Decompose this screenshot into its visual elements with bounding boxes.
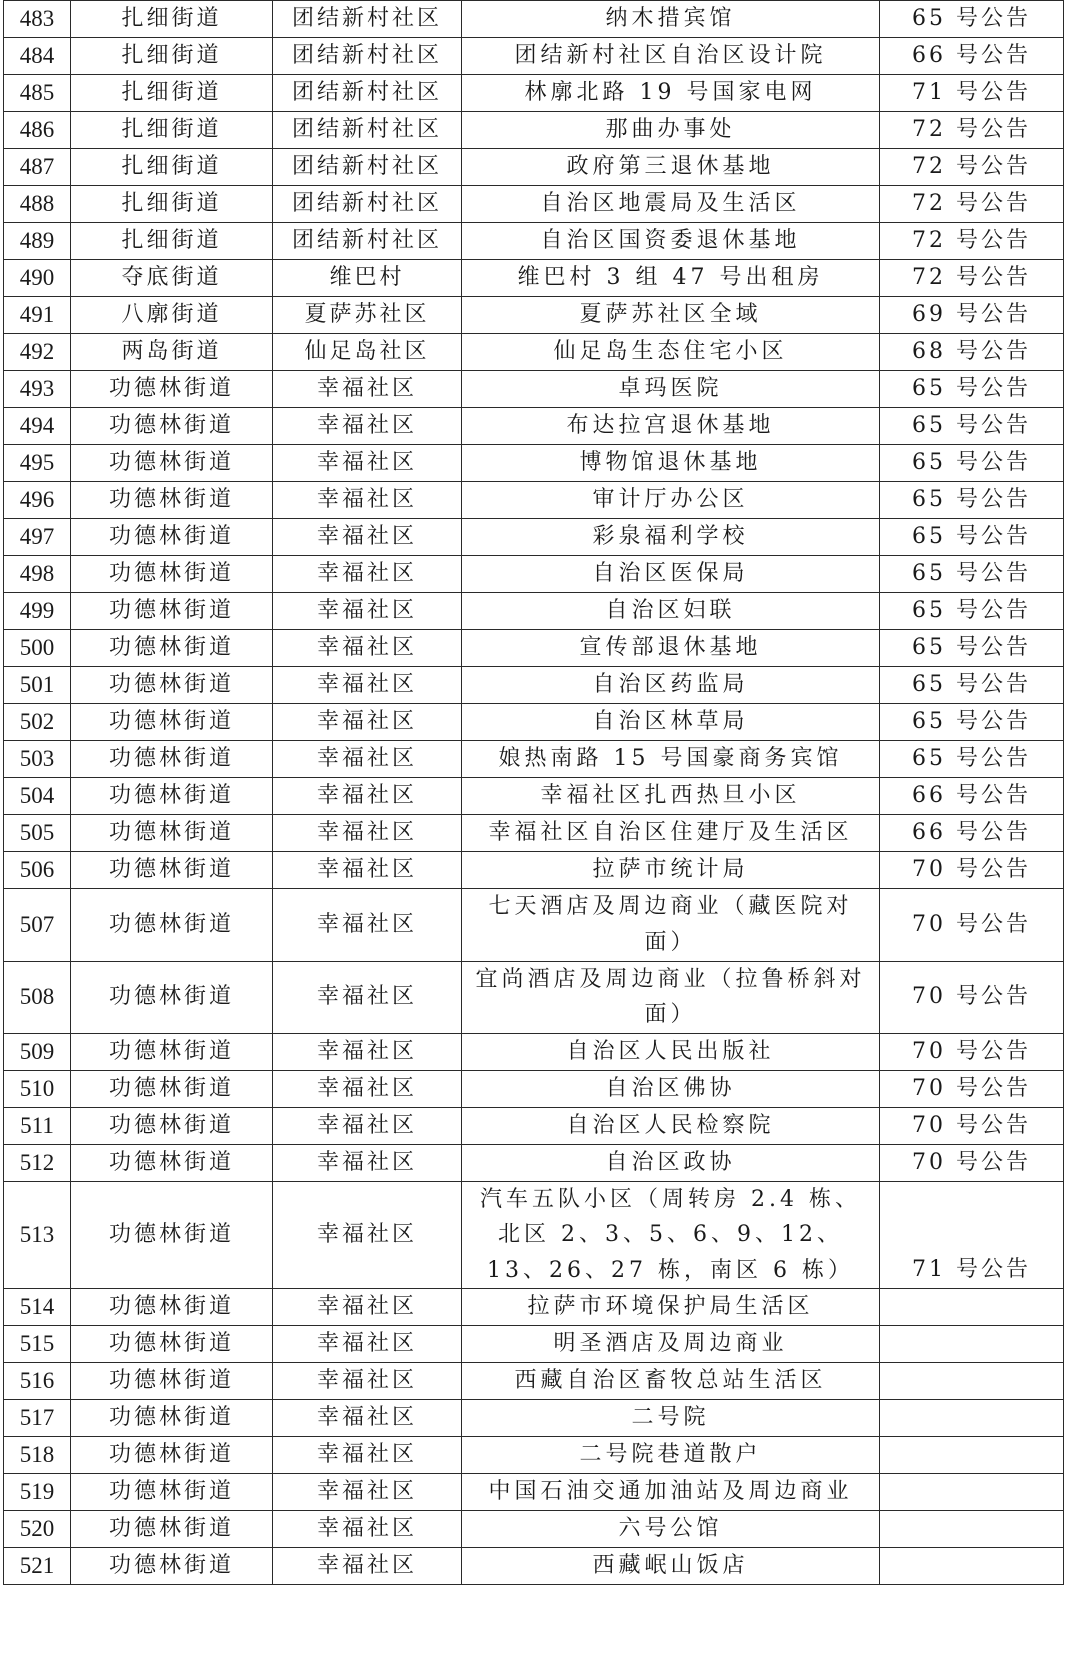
cell-notice: [880, 1362, 1064, 1399]
cell-location: 汽车五队小区（周转房 2.4 栋、北区 2、3、5、6、9、12、13、26、27 栋，南区 6 栋）: [462, 1182, 880, 1289]
table-row: [4, 852, 1064, 889]
cell-number: 484: [4, 38, 71, 75]
cell-number: 495: [4, 445, 71, 482]
table-row: [4, 297, 1064, 334]
cell-location: 卓玛医院: [462, 371, 880, 408]
table-row: [4, 1182, 1064, 1289]
cell-notice: 65 号公告: [880, 556, 1064, 593]
cell-community: 团结新村社区: [273, 1, 462, 38]
table-row: [4, 1547, 1064, 1584]
cell-community: 团结新村社区: [273, 112, 462, 149]
cell-number: 511: [4, 1108, 71, 1145]
cell-location: 审计厅办公区: [462, 482, 880, 519]
cell-number: 507: [4, 889, 71, 962]
cell-number: 487: [4, 149, 71, 186]
cell-street: 功德林街道: [71, 556, 273, 593]
cell-number: 499: [4, 593, 71, 630]
table-row: [4, 1325, 1064, 1362]
cell-street: 功德林街道: [71, 408, 273, 445]
cell-number: 500: [4, 630, 71, 667]
table-row: [4, 112, 1064, 149]
table-row: [4, 75, 1064, 112]
cell-community: 维巴村: [273, 260, 462, 297]
cell-location: 自治区妇联: [462, 593, 880, 630]
table-row: [4, 408, 1064, 445]
cell-notice: [880, 1436, 1064, 1473]
table-row: [4, 1399, 1064, 1436]
cell-street: 扎细街道: [71, 149, 273, 186]
cell-notice: 66 号公告: [880, 815, 1064, 852]
table-row: [4, 334, 1064, 371]
cell-community: 幸福社区: [273, 1325, 462, 1362]
cell-notice: 65 号公告: [880, 704, 1064, 741]
cell-location: 彩泉福利学校: [462, 519, 880, 556]
cell-community: 团结新村社区: [273, 38, 462, 75]
cell-community: 幸福社区: [273, 1071, 462, 1108]
cell-location: 拉萨市环境保护局生活区: [462, 1288, 880, 1325]
cell-street: 功德林街道: [71, 371, 273, 408]
cell-street: 功德林街道: [71, 1362, 273, 1399]
cell-community: 幸福社区: [273, 556, 462, 593]
table-row: [4, 815, 1064, 852]
cell-notice: [880, 1510, 1064, 1547]
cell-street: 功德林街道: [71, 1108, 273, 1145]
cell-number: 506: [4, 852, 71, 889]
cell-location: 二号院巷道散户: [462, 1436, 880, 1473]
cell-number: 516: [4, 1362, 71, 1399]
cell-community: 幸福社区: [273, 1436, 462, 1473]
cell-street: 扎细街道: [71, 112, 273, 149]
cell-number: 494: [4, 408, 71, 445]
cell-street: 功德林街道: [71, 1325, 273, 1362]
table-row: [4, 186, 1064, 223]
cell-number: 504: [4, 778, 71, 815]
cell-location: 团结新村社区自治区设计院: [462, 38, 880, 75]
cell-street: 功德林街道: [71, 815, 273, 852]
cell-community: 幸福社区: [273, 1473, 462, 1510]
cell-location: 宜尚酒店及周边商业（拉鲁桥斜对面）: [462, 961, 880, 1034]
cell-location: 七天酒店及周边商业（藏医院对面）: [462, 889, 880, 962]
cell-notice: 72 号公告: [880, 223, 1064, 260]
cell-location: 自治区药监局: [462, 667, 880, 704]
cell-street: 功德林街道: [71, 1071, 273, 1108]
cell-street: 功德林街道: [71, 1034, 273, 1071]
cell-location: 仙足岛生态住宅小区: [462, 334, 880, 371]
cell-street: 功德林街道: [71, 1473, 273, 1510]
notice-table: [3, 0, 1064, 1585]
table-row: [4, 1473, 1064, 1510]
cell-location: 自治区医保局: [462, 556, 880, 593]
cell-notice: 72 号公告: [880, 260, 1064, 297]
cell-community: 幸福社区: [273, 1288, 462, 1325]
cell-number: 509: [4, 1034, 71, 1071]
cell-location: 自治区人民检察院: [462, 1108, 880, 1145]
cell-community: 仙足岛社区: [273, 334, 462, 371]
cell-street: 功德林街道: [71, 852, 273, 889]
cell-notice: 65 号公告: [880, 482, 1064, 519]
cell-location: 拉萨市统计局: [462, 852, 880, 889]
table-row: [4, 1108, 1064, 1145]
cell-number: 508: [4, 961, 71, 1034]
cell-community: 幸福社区: [273, 408, 462, 445]
cell-notice: 70 号公告: [880, 852, 1064, 889]
cell-number: 502: [4, 704, 71, 741]
cell-community: 团结新村社区: [273, 186, 462, 223]
table-row: [4, 889, 1064, 962]
table-row: [4, 741, 1064, 778]
table-row: [4, 556, 1064, 593]
cell-notice: 71 号公告: [880, 1182, 1064, 1289]
cell-notice: 70 号公告: [880, 1034, 1064, 1071]
table-row: [4, 1, 1064, 38]
cell-notice: 65 号公告: [880, 667, 1064, 704]
cell-street: 功德林街道: [71, 1547, 273, 1584]
cell-community: 幸福社区: [273, 371, 462, 408]
cell-street: 扎细街道: [71, 223, 273, 260]
cell-location: 政府第三退休基地: [462, 149, 880, 186]
cell-location: 自治区政协: [462, 1145, 880, 1182]
cell-street: 功德林街道: [71, 741, 273, 778]
cell-number: 488: [4, 186, 71, 223]
cell-community: 团结新村社区: [273, 223, 462, 260]
cell-community: 幸福社区: [273, 1182, 462, 1289]
cell-street: 功德林街道: [71, 1399, 273, 1436]
table-row: [4, 38, 1064, 75]
cell-community: 幸福社区: [273, 667, 462, 704]
cell-number: 493: [4, 371, 71, 408]
cell-location: 夏萨苏社区全域: [462, 297, 880, 334]
table-row: [4, 630, 1064, 667]
table-row: [4, 519, 1064, 556]
cell-notice: 70 号公告: [880, 1145, 1064, 1182]
cell-location: 自治区佛协: [462, 1071, 880, 1108]
cell-number: 492: [4, 334, 71, 371]
table-row: [4, 1288, 1064, 1325]
table-row: [4, 1510, 1064, 1547]
cell-community: 幸福社区: [273, 630, 462, 667]
cell-street: 八廓街道: [71, 297, 273, 334]
table-row: [4, 223, 1064, 260]
cell-notice: [880, 1288, 1064, 1325]
cell-notice: 72 号公告: [880, 149, 1064, 186]
cell-notice: [880, 1473, 1064, 1510]
cell-notice: 68 号公告: [880, 334, 1064, 371]
cell-notice: 70 号公告: [880, 961, 1064, 1034]
cell-community: 幸福社区: [273, 852, 462, 889]
cell-number: 490: [4, 260, 71, 297]
table-row: [4, 445, 1064, 482]
cell-number: 491: [4, 297, 71, 334]
cell-number: 512: [4, 1145, 71, 1182]
cell-location: 宣传部退休基地: [462, 630, 880, 667]
cell-community: 夏萨苏社区: [273, 297, 462, 334]
cell-location: 林廓北路 19 号国家电网: [462, 75, 880, 112]
table-row: [4, 149, 1064, 186]
cell-community: 幸福社区: [273, 593, 462, 630]
cell-community: 幸福社区: [273, 445, 462, 482]
cell-community: 幸福社区: [273, 1362, 462, 1399]
cell-location: 幸福社区扎西热旦小区: [462, 778, 880, 815]
cell-street: 扎细街道: [71, 1, 273, 38]
cell-street: 功德林街道: [71, 593, 273, 630]
cell-number: 498: [4, 556, 71, 593]
cell-street: 功德林街道: [71, 1182, 273, 1289]
cell-location: 西藏岷山饭店: [462, 1547, 880, 1584]
cell-street: 功德林街道: [71, 1436, 273, 1473]
cell-number: 517: [4, 1399, 71, 1436]
cell-number: 503: [4, 741, 71, 778]
table-row: [4, 593, 1064, 630]
cell-number: 496: [4, 482, 71, 519]
cell-notice: 65 号公告: [880, 741, 1064, 778]
cell-community: 幸福社区: [273, 815, 462, 852]
cell-notice: 65 号公告: [880, 445, 1064, 482]
cell-number: 513: [4, 1182, 71, 1289]
cell-location: 自治区林草局: [462, 704, 880, 741]
cell-community: 幸福社区: [273, 961, 462, 1034]
cell-location: 布达拉宫退休基地: [462, 408, 880, 445]
cell-street: 功德林街道: [71, 1288, 273, 1325]
cell-notice: [880, 1399, 1064, 1436]
cell-number: 519: [4, 1473, 71, 1510]
cell-notice: [880, 1547, 1064, 1584]
cell-location: 那曲办事处: [462, 112, 880, 149]
cell-community: 幸福社区: [273, 704, 462, 741]
cell-notice: 65 号公告: [880, 408, 1064, 445]
cell-notice: 69 号公告: [880, 297, 1064, 334]
cell-notice: 66 号公告: [880, 778, 1064, 815]
cell-location: 自治区地震局及生活区: [462, 186, 880, 223]
cell-notice: [880, 1325, 1064, 1362]
cell-community: 团结新村社区: [273, 149, 462, 186]
cell-street: 功德林街道: [71, 1145, 273, 1182]
table-row: [4, 704, 1064, 741]
cell-number: 486: [4, 112, 71, 149]
cell-notice: 65 号公告: [880, 593, 1064, 630]
cell-community: 团结新村社区: [273, 75, 462, 112]
table-row: [4, 1034, 1064, 1071]
cell-number: 515: [4, 1325, 71, 1362]
cell-community: 幸福社区: [273, 1510, 462, 1547]
cell-location: 自治区人民出版社: [462, 1034, 880, 1071]
table-row: [4, 1362, 1064, 1399]
cell-location: 六号公馆: [462, 1510, 880, 1547]
cell-location: 娘热南路 15 号国豪商务宾馆: [462, 741, 880, 778]
cell-number: 520: [4, 1510, 71, 1547]
cell-notice: 72 号公告: [880, 186, 1064, 223]
cell-street: 扎细街道: [71, 186, 273, 223]
cell-notice: 70 号公告: [880, 1071, 1064, 1108]
table-row: [4, 961, 1064, 1034]
cell-community: 幸福社区: [273, 1034, 462, 1071]
cell-street: 扎细街道: [71, 75, 273, 112]
cell-street: 功德林街道: [71, 778, 273, 815]
cell-number: 497: [4, 519, 71, 556]
table-row: [4, 260, 1064, 297]
cell-location: 明圣酒店及周边商业: [462, 1325, 880, 1362]
cell-number: 521: [4, 1547, 71, 1584]
table-row: [4, 778, 1064, 815]
table-row: [4, 1145, 1064, 1182]
cell-community: 幸福社区: [273, 778, 462, 815]
cell-notice: 72 号公告: [880, 112, 1064, 149]
cell-location: 中国石油交通加油站及周边商业: [462, 1473, 880, 1510]
cell-community: 幸福社区: [273, 519, 462, 556]
cell-notice: 66 号公告: [880, 38, 1064, 75]
cell-location: 维巴村 3 组 47 号出租房: [462, 260, 880, 297]
table-row: [4, 482, 1064, 519]
cell-street: 功德林街道: [71, 667, 273, 704]
cell-location: 博物馆退休基地: [462, 445, 880, 482]
cell-community: 幸福社区: [273, 1145, 462, 1182]
cell-notice: 65 号公告: [880, 630, 1064, 667]
cell-community: 幸福社区: [273, 1547, 462, 1584]
cell-street: 功德林街道: [71, 704, 273, 741]
cell-number: 514: [4, 1288, 71, 1325]
cell-community: 幸福社区: [273, 889, 462, 962]
cell-number: 483: [4, 1, 71, 38]
cell-community: 幸福社区: [273, 482, 462, 519]
cell-number: 501: [4, 667, 71, 704]
cell-location: 西藏自治区畜牧总站生活区: [462, 1362, 880, 1399]
cell-community: 幸福社区: [273, 1108, 462, 1145]
cell-number: 518: [4, 1436, 71, 1473]
cell-street: 功德林街道: [71, 482, 273, 519]
cell-notice: 65 号公告: [880, 519, 1064, 556]
cell-street: 功德林街道: [71, 889, 273, 962]
cell-location: 幸福社区自治区住建厅及生活区: [462, 815, 880, 852]
cell-street: 扎细街道: [71, 38, 273, 75]
cell-street: 功德林街道: [71, 519, 273, 556]
cell-number: 510: [4, 1071, 71, 1108]
cell-location: 二号院: [462, 1399, 880, 1436]
cell-notice: 65 号公告: [880, 371, 1064, 408]
cell-number: 485: [4, 75, 71, 112]
cell-street: 功德林街道: [71, 1510, 273, 1547]
cell-location: 纳木措宾馆: [462, 1, 880, 38]
cell-street: 夺底街道: [71, 260, 273, 297]
cell-street: 功德林街道: [71, 630, 273, 667]
cell-notice: 65 号公告: [880, 1, 1064, 38]
table-row: [4, 371, 1064, 408]
cell-number: 505: [4, 815, 71, 852]
cell-notice: 71 号公告: [880, 75, 1064, 112]
cell-location: 自治区国资委退休基地: [462, 223, 880, 260]
cell-community: 幸福社区: [273, 741, 462, 778]
cell-notice: 70 号公告: [880, 1108, 1064, 1145]
table-row: [4, 667, 1064, 704]
cell-street: 两岛街道: [71, 334, 273, 371]
cell-community: 幸福社区: [273, 1399, 462, 1436]
table-body: [4, 1, 1064, 1585]
table-row: [4, 1071, 1064, 1108]
cell-street: 功德林街道: [71, 961, 273, 1034]
cell-street: 功德林街道: [71, 445, 273, 482]
table-row: [4, 1436, 1064, 1473]
cell-number: 489: [4, 223, 71, 260]
cell-notice: 70 号公告: [880, 889, 1064, 962]
